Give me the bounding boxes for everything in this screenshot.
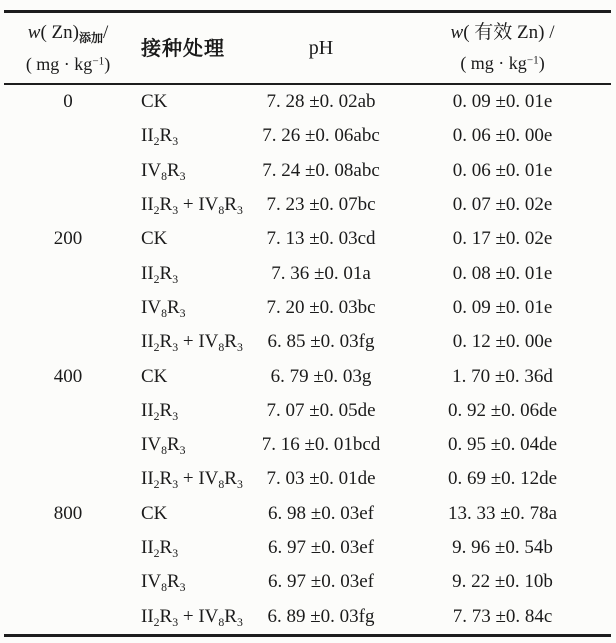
table-row <box>4 222 611 256</box>
available-zn-cell: 0. 12 ±0. 00e <box>452 331 553 353</box>
ph-cell: 6. 79 ±0. 03g <box>270 365 372 387</box>
table-row <box>4 256 611 290</box>
available-zn-cell: 0. 06 ±0. 00e <box>452 125 553 147</box>
col-header-zn-added <box>4 13 132 83</box>
table-row <box>4 291 611 325</box>
table-row <box>4 119 611 153</box>
zn-added-unit: ( mg · $kg^{-1}$) <box>25 53 111 74</box>
zn-added-cell: 400 <box>53 365 83 387</box>
table-row <box>4 599 611 633</box>
zn-added-header-line1: w( $Zn)_{添加}/$ <box>27 21 109 45</box>
treatment-cell: CK <box>141 502 168 524</box>
table-row <box>4 359 611 393</box>
treatment-cell: $II_2R_3 + IV_8R_3$ <box>141 605 243 629</box>
treatment-cell: $II_2R_3$ <box>141 262 179 286</box>
available-zn-unit: ( mg · $kg^{-1}$) <box>460 53 545 74</box>
available-zn-cell: 0. 09 ±0. 01e <box>452 296 553 318</box>
ph-cell: 7. 26 ±0. 06abc <box>262 125 380 147</box>
col-header-treatment: 接种处理 <box>141 35 225 60</box>
treatment-cell: $II_2R_3$ <box>141 125 179 149</box>
table-row <box>4 531 611 565</box>
table-row <box>4 188 611 222</box>
available-zn-cell: 0. 06 ±0. 01e <box>452 159 553 181</box>
ph-cell: 6. 89 ±0. 03fg <box>267 605 375 627</box>
ph-cell: 6. 98 ±0. 03ef <box>268 502 374 524</box>
table-row <box>4 325 611 359</box>
treatment-cell: $II_2R_3 + IV_8R_3$ <box>141 331 243 355</box>
table-row <box>4 497 611 531</box>
treatment-cell: $IV_8R_3$ <box>141 571 186 595</box>
available-zn-cell: 0. 95 ±0. 04de <box>447 434 558 456</box>
ph-cell: 7. 07 ±0. 05de <box>266 399 376 421</box>
treatment-cell: $II_2R_3$ <box>141 399 179 423</box>
table-row <box>4 85 611 119</box>
ph-cell: 7. 16 ±0. 01bcd <box>261 434 381 456</box>
zn-added-cell: 0 <box>63 91 73 113</box>
ph-cell: 7. 03 ±0. 01de <box>266 468 376 490</box>
table-row <box>4 462 611 496</box>
available-zn-cell: 1. 70 ±0. 36d <box>452 365 553 387</box>
treatment-cell: $IV_8R_3$ <box>141 159 186 183</box>
available-zn-cell: 9. 22 ±0. 10b <box>452 571 553 593</box>
available-zn-cell: 0. 07 ±0. 02e <box>452 194 553 216</box>
table-header-row <box>4 13 611 85</box>
zn-added-cell: 800 <box>53 502 83 524</box>
treatment-cell: CK <box>141 91 168 113</box>
available-zn-cell: 0. 17 ±0. 02e <box>452 228 553 250</box>
table-row <box>4 394 611 428</box>
table-row <box>4 154 611 188</box>
treatment-cell: $II_2R_3$ <box>141 537 179 561</box>
treatment-cell: $IV_8R_3$ <box>141 434 186 458</box>
ph-cell: 6. 97 ±0. 03ef <box>268 537 374 558</box>
available-zn-cell: 9. 96 ±0. 54b <box>452 537 553 558</box>
available-zn-cell: 0. 09 ±0. 01e <box>452 91 553 113</box>
available-zn-cell: 0. 92 ±0. 06de <box>447 399 558 421</box>
ph-cell: 7. 36 ±0. 01a <box>271 262 371 284</box>
zn-added-subscript: 添加 <box>78 30 103 45</box>
treatment-cell: $II_2R_3 + IV_8R_3$ <box>141 468 243 492</box>
ph-cell: 6. 97 ±0. 03ef <box>268 571 374 593</box>
ph-cell: 7. 23 ±0. 07bc <box>266 194 376 216</box>
ph-cell: 7. 24 ±0. 08abc <box>262 159 380 181</box>
treatment-cell: CK <box>141 228 168 250</box>
available-zn-cell: 13. 33 ±0. 78a <box>447 502 558 524</box>
treatment-cell: $II_2R_3 + IV_8R_3$ <box>141 194 243 218</box>
ph-cell: 7. 13 ±0. 03cd <box>266 228 376 250</box>
ph-cell: 7. 20 ±0. 03bc <box>266 296 376 318</box>
col-header-available-zn <box>394 13 611 83</box>
col-header-ph: pH <box>308 36 334 59</box>
w-symbol: w <box>27 21 41 43</box>
ph-cell: 7. 28 ±0. 02ab <box>266 91 376 113</box>
results-table <box>4 10 611 637</box>
treatment-cell: CK <box>141 365 168 387</box>
table-row <box>4 565 611 599</box>
available-zn-header-line1: w( 有效 Zn) / <box>450 22 555 44</box>
treatment-cell: $IV_8R_3$ <box>141 296 186 321</box>
w-symbol: w <box>450 22 464 44</box>
available-zn-cell: 0. 69 ±0. 12de <box>447 468 558 490</box>
ph-cell: 6. 85 ±0. 03fg <box>267 331 375 353</box>
available-zn-cell: 0. 08 ±0. 01e <box>452 262 553 284</box>
table-body <box>4 85 611 634</box>
table-row <box>4 428 611 462</box>
zn-added-cell: 200 <box>53 228 83 250</box>
available-zn-cell: 7. 73 ±0. 84c <box>452 605 553 627</box>
